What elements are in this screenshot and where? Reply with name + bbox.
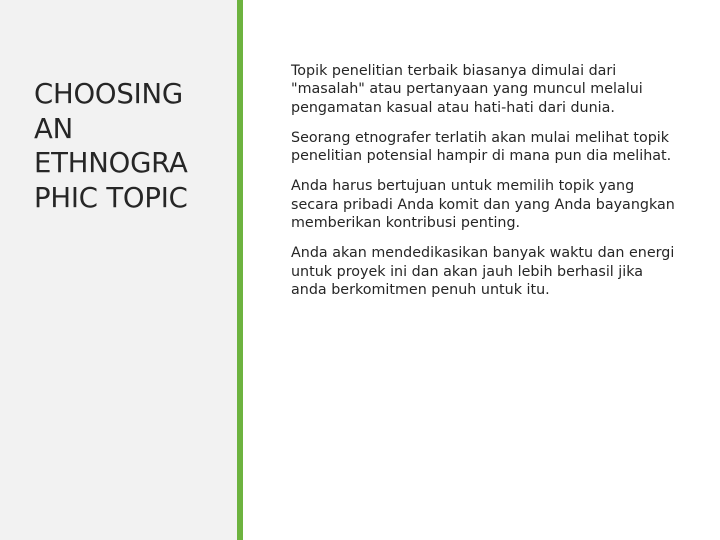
slide-title-line: CHOOSING (34, 78, 184, 110)
body-paragraph: Topik penelitian terbaik biasanya dimulai dari "masalah" atau pertanyaan yang muncul melalui pengamatan kasual atau hati-hati dari dunia. (291, 63, 643, 116)
body-paragraph: Anda akan mendedikasikan banyak waktu dan energi untuk proyek ini dan akan jauh lebih berhasil jika anda berkomitmen penuh untuk itu. (291, 245, 675, 298)
slide-body (291, 62, 681, 311)
accent-bar (237, 0, 243, 540)
title-panel (0, 0, 237, 540)
slide-title-line: ETHNOGRA (34, 147, 188, 179)
slide-title-line: AN (34, 112, 73, 145)
body-paragraph: Anda harus bertujuan untuk memilih topik yang secara pribadi Anda komit dan yang Anda bayangkan memberikan kontribusi penting. (291, 178, 675, 232)
slide-title-line: PHIC TOPIC (34, 181, 188, 214)
slide-title (34, 77, 234, 215)
body-paragraph: Seorang etnografer terlatih akan mulai melihat topik penelitian potensial hampir di mana pun dia melihat. (291, 129, 672, 165)
